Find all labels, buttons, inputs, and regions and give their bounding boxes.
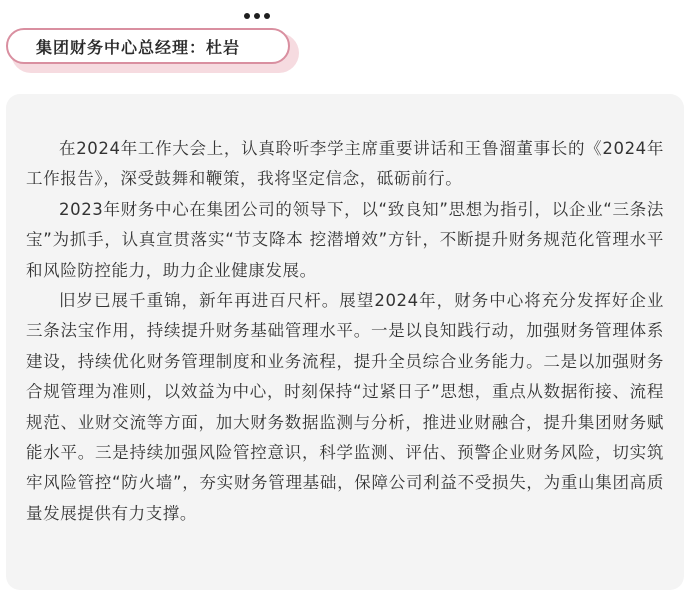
- paragraph-2: 2023年财务中心在集团公司的领导下，以“致良知”思想为指引，以企业“三条法宝”为抓手，认真宣贯落实“节支降本 挖潜增效”方针，不断提升财务规范化管理水平和风险防控能力，助力企业健康发展。: [26, 199, 664, 280]
- content-card: [6, 94, 684, 590]
- title-text: 集团财务中心总经理：杜岩: [36, 37, 241, 57]
- paragraph-3: 旧岁已展千重锦，新年再进百尺杆。展望2024年，财务中心将充分发挥好企业三条法宝作用，持续提升财务基础管理水平。一是以良知践行动，加强财务管理体系建设，持续优化财务管理制度和业务流程，提升全员综合业务能力。二是以加强财务合规管理为准则，以效益为中心，时刻保持“过紧日子”思想，重点从数据衔接、流程规范、业财交流等方面，加大财务数据监测与分析，推进业财融合，提升集团财务赋能水平。三是持续加强风险管控意识，科学监测、评估、预警企业财务风险，切实筑牢风险管控“防火墙”，夯实财务管理基础，保障公司利益不受损失，为重山集团高质量发展提供有力支撑。: [26, 291, 664, 523]
- title-badge: [6, 28, 290, 64]
- paragraph-1: 在2024年工作大会上，认真聆听李学主席重要讲话和王鲁溜董事长的《2024年工作报告》，深受鼓舞和鞭策，我将坚定信念，砥砺前行。: [26, 139, 664, 189]
- dot: [244, 13, 250, 19]
- dot: [264, 13, 270, 19]
- more-dots-icon: [244, 13, 270, 21]
- dot: [254, 13, 260, 19]
